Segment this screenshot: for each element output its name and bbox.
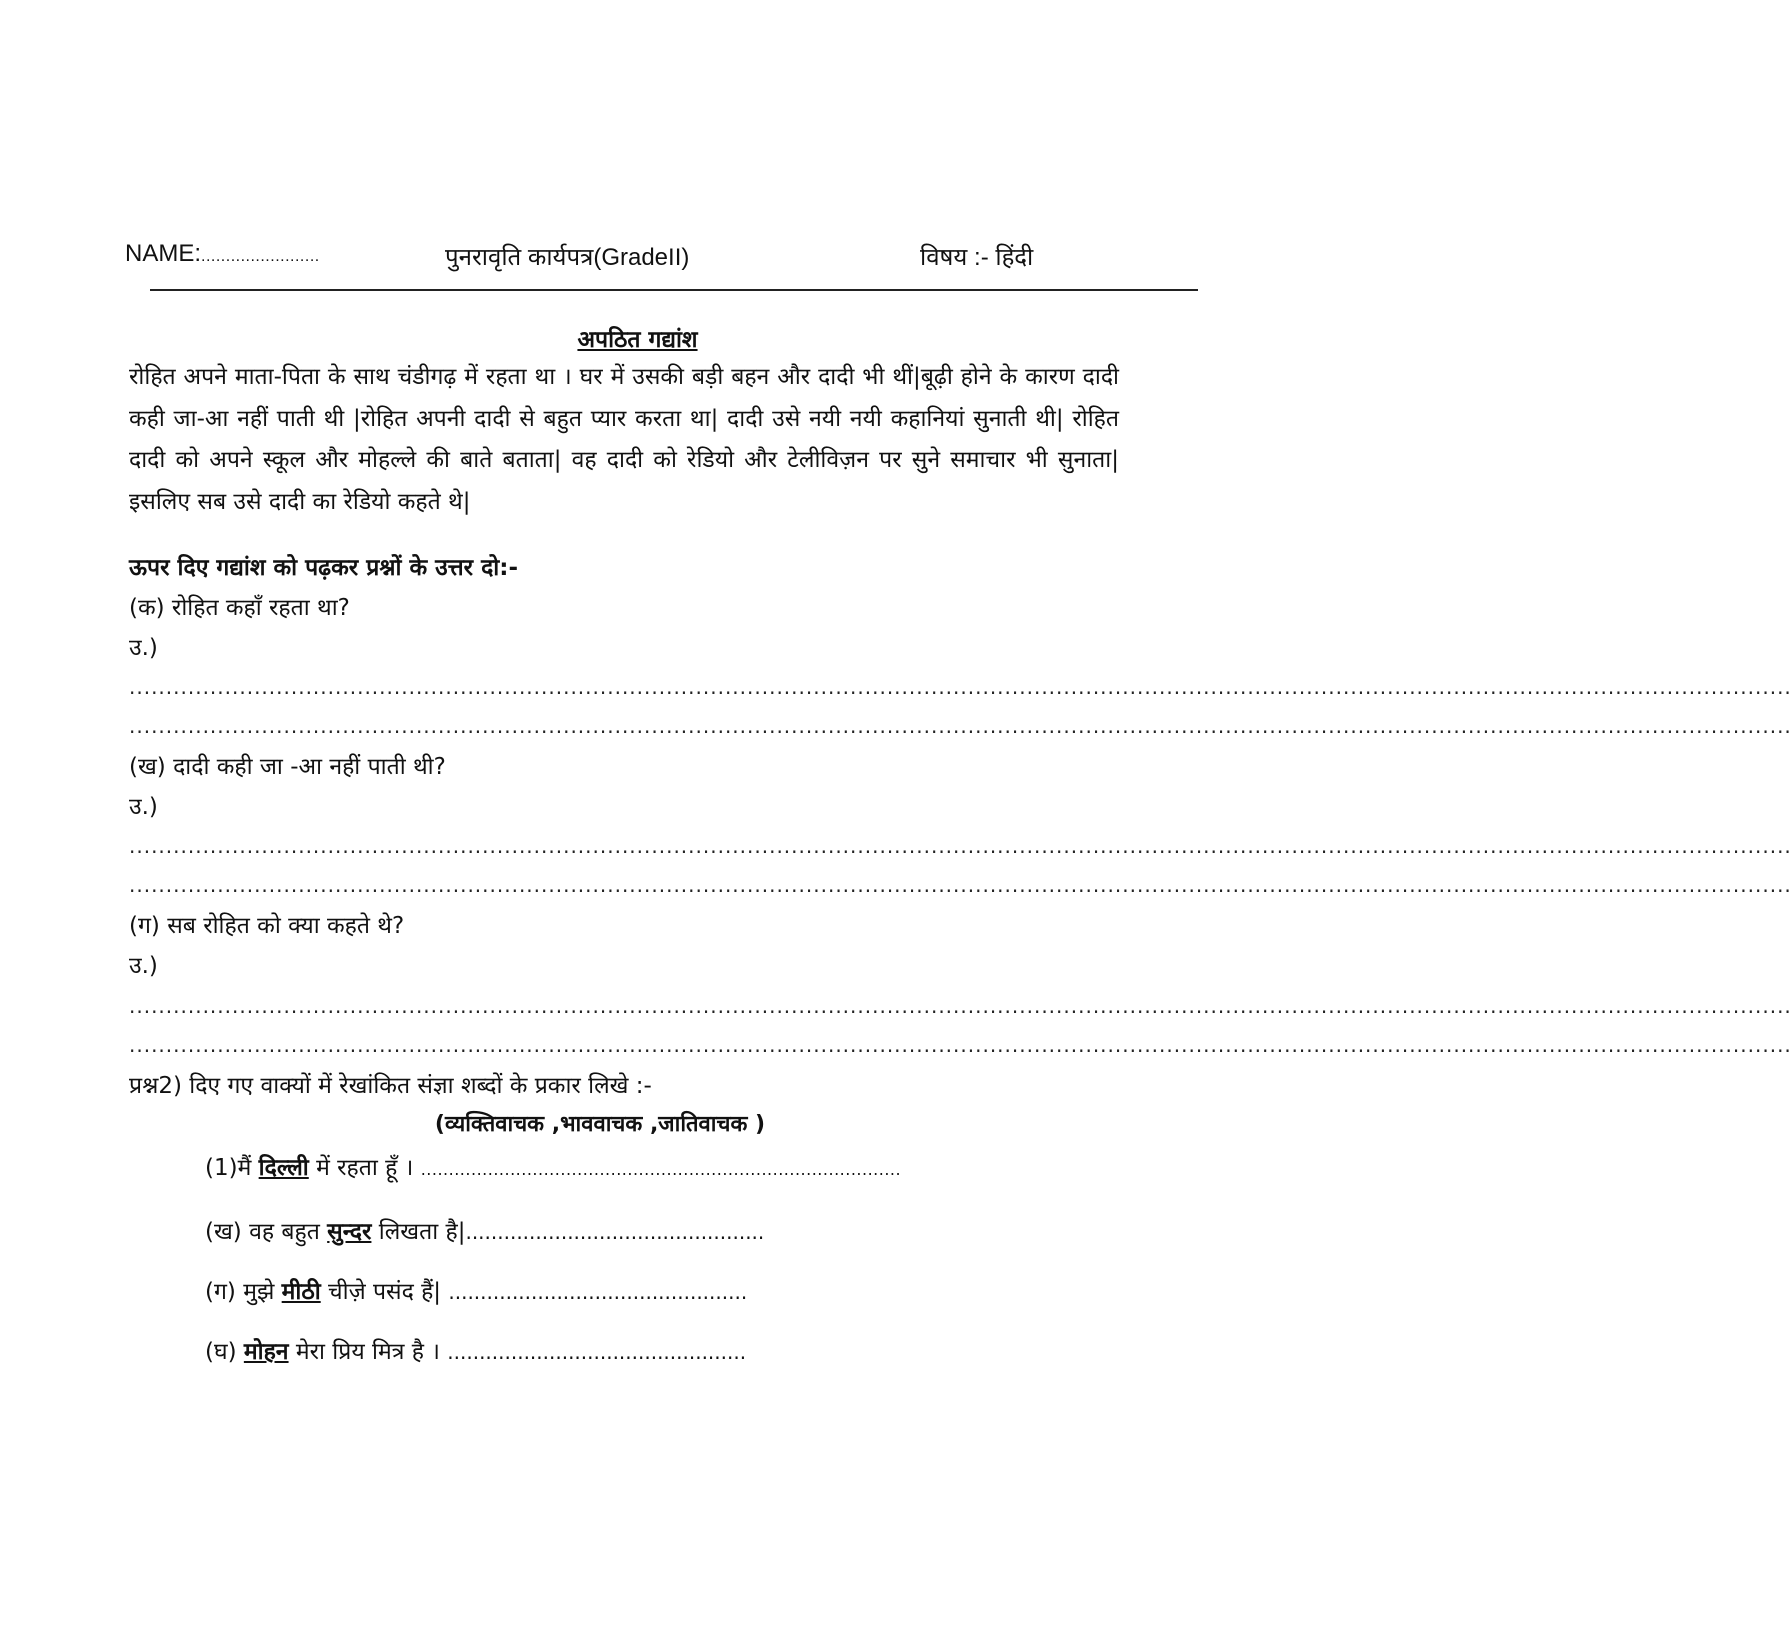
question-ka: (क) रोहित कहाँ रहता था? xyxy=(129,595,350,621)
item-suffix: लिखता है| xyxy=(371,1219,466,1245)
underlined-noun: मोहन xyxy=(243,1339,289,1365)
answer-line-ga-2[interactable]: .................................................................................................................................................................................................................................. xyxy=(129,1033,1792,1057)
answer-label-ka: उ.) xyxy=(129,635,158,661)
answer-line-kha-2[interactable]: .................................................................................................................................................................................................................................. xyxy=(129,873,1792,897)
answer-line-ga-1[interactable]: .................................................................................................................................................................................................................................. xyxy=(129,994,1792,1018)
underlined-noun: सुन्दर xyxy=(327,1219,372,1245)
question-ga: (ग) सब रोहित को क्या कहते थे? xyxy=(129,913,405,939)
item-prefix: (ख) वह बहुत xyxy=(205,1219,328,1245)
q2-title: प्रश्न2) दिए गए वाक्यों में रेखांकित संज्ञा शब्दों के प्रकार लिखे :- xyxy=(129,1073,652,1099)
underlined-noun: मीठी xyxy=(281,1279,321,1305)
q2-item-4 xyxy=(205,1334,746,1366)
q2-options: (व्यक्तिवाचक ,भाववाचक ,जातिवाचक ) xyxy=(434,1112,766,1137)
item-suffix: चीज़े पसंद हैं| xyxy=(320,1279,449,1305)
subject-label: विषय :- हिंदी xyxy=(920,244,1034,271)
item-suffix: मेरा प्रिय मित्र है । xyxy=(288,1339,448,1365)
answer-line-ka-2[interactable]: .................................................................................................................................................................................................................................. xyxy=(129,714,1792,738)
answer-line-ka-1[interactable]: .................................................................................................................................................................................................................................. xyxy=(129,675,1792,699)
item-prefix: (घ) xyxy=(205,1339,244,1365)
answer-blank[interactable]: ............................................... xyxy=(447,1340,747,1364)
answer-label-ga: उ.) xyxy=(129,953,158,979)
answer-blank[interactable]: ............................................... xyxy=(448,1280,748,1304)
item-prefix: (1)मैं xyxy=(205,1155,259,1181)
answer-line-kha-1[interactable]: .................................................................................................................................................................................................................................. xyxy=(129,834,1792,858)
q2-item-3 xyxy=(205,1274,747,1306)
answer-label-kha: उ.) xyxy=(129,794,158,820)
item-suffix: में रहता हूँ । xyxy=(308,1155,421,1181)
answer-blank[interactable]: ...................................................................................... xyxy=(420,1160,902,1179)
instruction: ऊपर दिए गद्यांश को पढ़कर प्रश्नों के उत्तर दो:- xyxy=(129,555,519,581)
name-label: NAME: xyxy=(125,240,202,267)
q2-item-2 xyxy=(205,1214,764,1246)
q2-item-1 xyxy=(205,1150,901,1182)
name-blank[interactable]: ........................ xyxy=(201,248,320,265)
header-divider xyxy=(150,289,1198,291)
passage-title: अपठित गद्यांश xyxy=(577,327,698,353)
answer-blank[interactable]: ............................................... xyxy=(465,1220,765,1244)
name-field xyxy=(125,240,320,268)
item-prefix: (ग) मुझे xyxy=(205,1279,282,1305)
worksheet-title: पुनरावृति कार्यपत्र(GradeII) xyxy=(445,244,690,271)
underlined-noun: दिल्ली xyxy=(258,1155,309,1181)
question-kha: (ख) दादी कही जा -आ नहीं पाती थी? xyxy=(129,754,446,780)
passage-text: रोहित अपने माता-पिता के साथ चंडीगढ़ में रहता था । घर में उसकी बड़ी बहन और दादी भी थीं|बूढ़ी होने के कारण दादी कही जा-आ नहीं पाती थी |रोहित अपनी दादी से बहुत प्यार करता था| दादी उसे नयी नयी कहानियां सुनाती थी| रोहित दादी को अपने स्कूल और मोहल्ले की बाते बताता| वह दादी को रेडियो और टेलीविज़न पर सुने समाचार भी सुनाता| इसलिए सब उसे दादी का रेडियो कहते थे| xyxy=(129,364,1119,515)
